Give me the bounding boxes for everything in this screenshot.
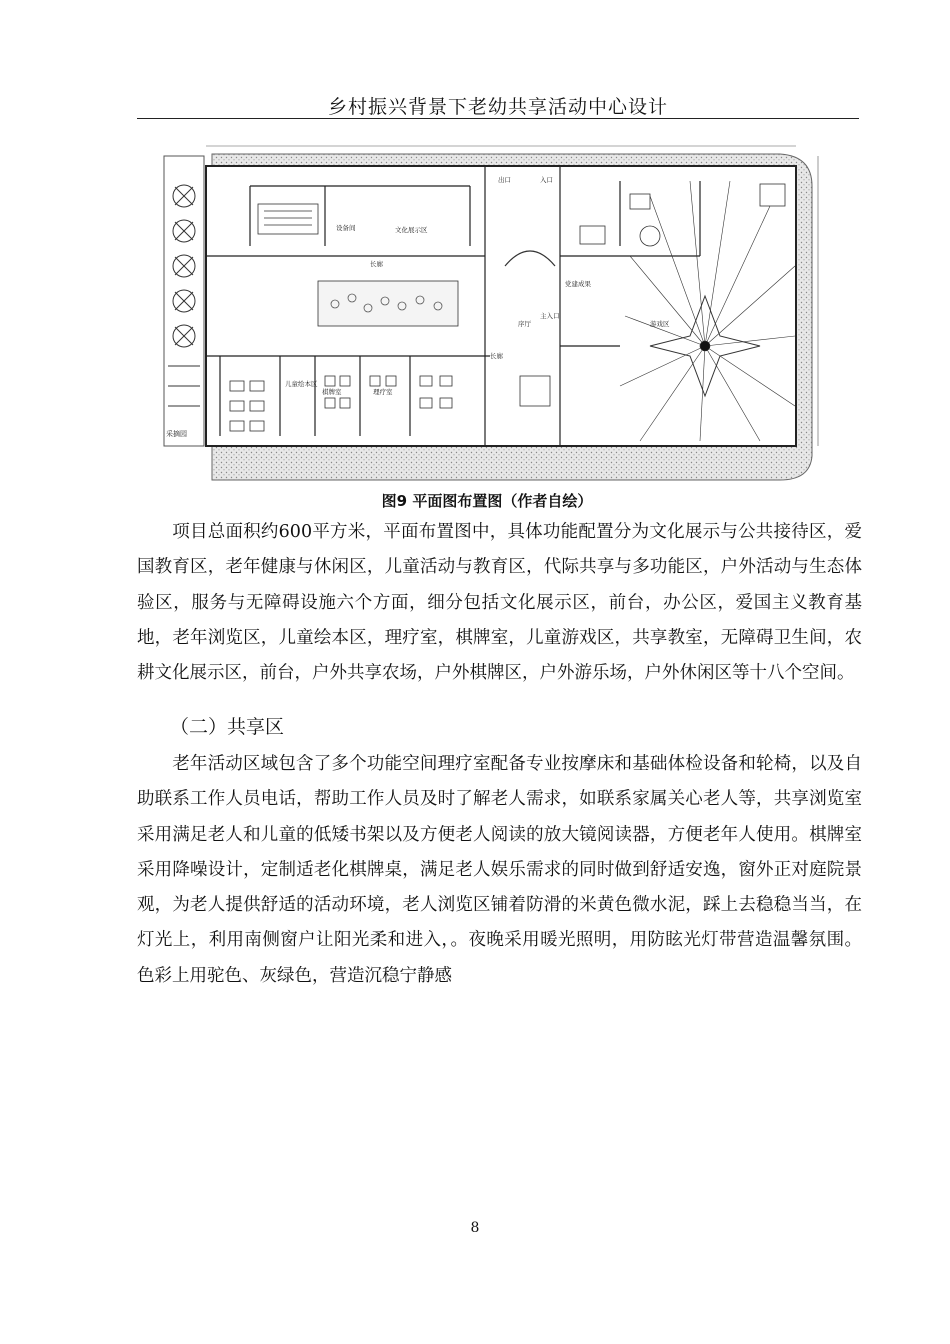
label-exhibit: 党建成果 (565, 280, 591, 288)
label-chess: 棋牌室 (322, 388, 342, 396)
paragraph-2-text: 老年活动区域包含了多个功能空间理疗室配备专业按摩床和基础体检设备和轮椅，以及自助联系工作人员电话，帮助工作人员及时了解老人需求，如联系家属关心老人等，共享浏览室采用满足老人和儿童的低矮书架以及方便老人阅读的放大镜阅读器，方便老年人使用。棋牌室采用降噪设计，定制适老化棋牌桌，满足老人娱乐需求的同时做到舒适安逸，窗外正对庭院景观，为老人提供舒适的活动环境，老人浏览区铺着防滑的米黄色微水泥，踩上去稳稳当当，在灯光上，利用南侧窗户让阳光柔和进入，。夜晚采用暖光照明，用防眩光灯带营造温馨氛围。色彩上用驼色、灰绿色，营造沉稳宁静感 (137, 754, 862, 986)
label-picturebook: 儿童绘本区 (285, 380, 318, 388)
garden-area (164, 156, 204, 446)
figure-caption: 图9 平面图布置图（作者自绘） (381, 492, 593, 510)
label-therapy: 理疗室 (373, 388, 393, 396)
header-rule (137, 118, 859, 119)
building-outline (206, 166, 796, 446)
label-culture: 文化展示区 (395, 226, 428, 234)
label-exit: 出口 (498, 176, 511, 184)
paragraph-2 (137, 747, 862, 994)
label-corridor-1: 长廊 (370, 260, 383, 268)
running-header: 乡村振兴背景下老幼共享活动中心设计 (327, 96, 668, 118)
label-garden: 采摘园 (166, 430, 187, 438)
paragraph-1-text: 项目总面积约600平方米，平面布置图中，具体功能配置分为文化展示与公共接待区，爱国教育区，老年健康与休闲区，儿童活动与教育区，代际共享与多功能区，户外活动与生态体验区，服务与无障碍设施六个方面，细分包括文化展示区，前台，办公区，爱国主义教育基地，老年浏览区，儿童绘本区，理疗室，棋牌室，儿童游戏区，共享教室，无障碍卫生间，农耕文化展示区，前台，户外共享农场，户外棋牌区，户外游乐场，户外休闲区等十八个空间。 (137, 522, 862, 684)
paragraph-1 (137, 515, 862, 691)
label-entrance: 入口 (540, 176, 553, 184)
label-lobby: 序厅 (518, 320, 531, 328)
label-corridor-2: 长廊 (490, 352, 503, 360)
floor-plan-figure (160, 136, 822, 486)
label-equipment: 设备间 (336, 224, 356, 232)
label-main-entrance: 主入口 (540, 312, 560, 320)
page-number: 8 (470, 1220, 480, 1236)
label-play: 游戏区 (650, 320, 670, 328)
section-title: （二）共享区 (170, 716, 285, 738)
